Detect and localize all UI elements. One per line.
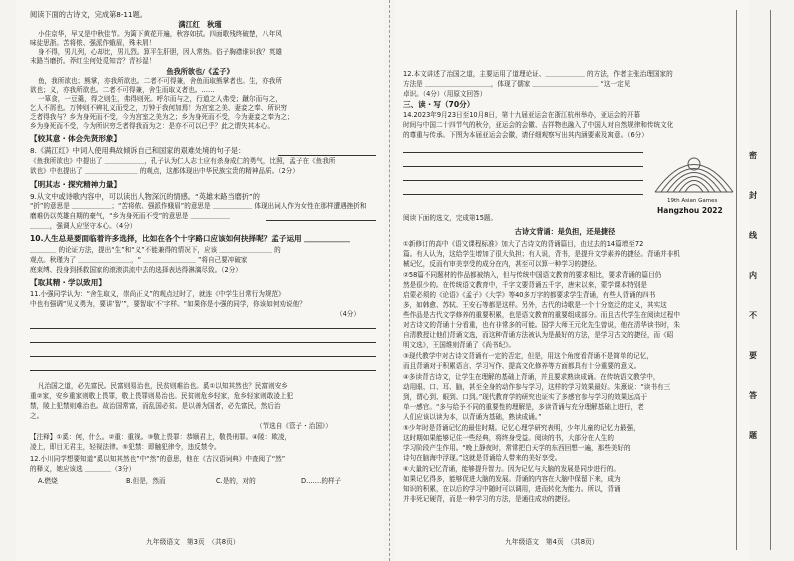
score-label: （4分） — [336, 310, 360, 318]
prose-line: 乡为身死而不受，今为所识穷乏者得我而为之：是亦不可以已乎？此之谓失其本心。 — [30, 122, 274, 130]
prose-line: 乞人不屑也。万钟则不辨礼义而受之，万钟于我何加焉！为宫室之美、妻妾之奉、所识穷 — [30, 104, 288, 112]
option-c[interactable]: C.是的，对的 — [216, 477, 256, 485]
article-line: 动用眼、口、耳、脑，甚至全身的动作参与学习，这样的学习效果最好。朱熹说：“读书有三 — [403, 383, 671, 391]
section-heading: 【取其精・学以致用】 — [30, 278, 106, 287]
article-line: 然是很少的。在传统语文教育中，千字文要背诵五千字，唐宋以来，蒙学课本特别是 — [403, 281, 647, 289]
question-11-text: 中也有强调“见义勇为，要讲’智’”，要智取‘不’字样。“如果你是小强的同学，你该如何劝说他？ — [30, 300, 306, 308]
seal-char: 密 — [749, 151, 757, 160]
answer-line[interactable] — [30, 328, 376, 329]
seal-line — [736, 10, 737, 550]
article-line: 如果记忆得多，能够促进大脑的发展。背诵的内容在大脑中保留下来，成为 — [403, 475, 621, 483]
passage-line: 之。 — [30, 412, 44, 420]
prose-line: 一箪食，一豆羹，得之则生，弗得则死。呼尔而与之，行道之人弗受；蹴尔而与之， — [38, 95, 282, 103]
reading-instruction: 阅读下面的选文，完成第15题。 — [403, 214, 498, 222]
fold-line — [389, 0, 390, 561]
article-line: ③现代教学中对古诗文背诵有一定的否定，但是，用这个角度看背诵不是简单的记忆， — [403, 352, 653, 360]
answer-line[interactable] — [403, 180, 643, 181]
question-13: 12.本文讲述了治国之道，主要运用了道理论证、＿＿＿＿＿＿ 的方法，作者主张治理国家的 — [403, 70, 673, 78]
article-line: 诗句在脑海中浮现。”这就是背诵给人带来的美好享受。 — [403, 454, 562, 462]
article-line: 械记忆，反而有审美享受的成分在内，甚至可以算一种学习的捷径。 — [403, 260, 601, 268]
article-title: 古诗文背诵：是负担，还是捷径 — [514, 227, 616, 236]
article-line: 这时期如果能够记住一些经典，将终身受益。阅读的书，大部分在人生的 — [403, 434, 614, 442]
section-heading: 【较其意・体会先贤形象】 — [30, 134, 122, 143]
answer-line[interactable] — [266, 220, 376, 221]
article-line: 篇。有人认为，这给学生增加了很大负担；有人说，背书，是提升文学素养的捷径。背诵并非机 — [403, 250, 680, 258]
asian-games-emblem — [645, 142, 743, 222]
answer-line[interactable] — [30, 356, 376, 357]
answer-line[interactable] — [30, 370, 376, 371]
prose-line: 鱼，我所欲也；熊掌，亦我所欲也。二者不可得兼，舍鱼而取熊掌者也。生，亦我所 — [38, 77, 282, 85]
article-line: 到，谓心到、眼到、口到。”现代教育学的研究也证实了多感官参与学习的效果远高于 — [403, 393, 648, 401]
question-12: 12.小川同学想要知道“奚以知其然也”中“然”的意思，他在《古汉语词典》中查阅了“然” — [30, 455, 286, 463]
article-line: 学习阶段产生作用。“晚上静夜时，常常把白天学的东西回想一遍，那些美好的 — [403, 444, 631, 452]
question-8-text: 欲也》中也提出了 ＿＿＿＿＿＿＿＿ 的观点，这都体现出中华民族宝贵的精神品质。（2分） — [30, 167, 299, 175]
seal-char: 题 — [749, 431, 757, 440]
section-heading: 三、读・写（70分） — [403, 100, 475, 109]
article-line: ⑥大量的记忆背诵，能够提升智力。因为记忆与大脑的发展是同步进行的。 — [403, 465, 620, 473]
article-line: ②58篇不同题材的作品都被纳入，但与传统中国语文教育的要求相比，要求背诵的篇目仍 — [403, 271, 662, 279]
answer-line[interactable] — [403, 194, 643, 195]
question-9-text: 磨难仍以英雄自期的豪气，“乡为身死而不受”的意思是 ＿＿＿＿＿＿ — [30, 212, 231, 220]
seal-line — [770, 10, 771, 550]
page-footer: 九年级语文 第4页 （共8页） — [505, 538, 599, 546]
article-line: ⑤少年时是背诵记忆的最佳时期。记忆心理学研究表明，少年儿童的记忆力最强， — [403, 424, 640, 432]
poem-line: 味徒思浙。苦将侬、强派作蛾眉，殊未屑！ — [30, 39, 156, 47]
question-10-text: 观点。秋瑾为了 ＿＿＿＿＿＿＿＿，“ ＿＿＿＿＿＿＿＿ ”将自己要冲破家 — [30, 256, 248, 264]
seal-char: 答 — [749, 391, 757, 400]
question-14-text: 时间与中国二十四节气的秋分，亚运会的会徽、吉祥物也融入了中国人对自然规律和传统文化 — [403, 121, 674, 129]
answer-line[interactable] — [403, 166, 643, 167]
emblem-caption: 19th Asian Games — [667, 198, 718, 204]
poem-line: 末路当磨折。莽红尘何处觅知音？青衫湿！ — [30, 57, 156, 65]
page-3 — [16, 0, 384, 561]
page-footer: 九年级语文 第3页 （共8页） — [146, 538, 240, 546]
article-line: ④多读背古诗文，让学生在理解的基础上背诵，并且要求熟读成诵。在传统语文教学中， — [403, 373, 660, 381]
seal-char: 内 — [749, 271, 757, 280]
article-line: ①新修订的高中《语文课程标准》加大了古诗文的背诵篇目，由过去的14篇增至72 — [403, 240, 644, 248]
poem-title: 满江红 秋瑾 — [178, 20, 222, 29]
emblem-subcaption: Hangzhou 2022 — [657, 206, 723, 215]
article-line: 些作品是古代文学修养的重要积累，也是语文教育的重要组成部分。而且古代学生在阅读过程中 — [403, 311, 680, 319]
article-line: 而且背诵对于积累语言、学习写作、提高文化修养等方面都具有十分重要的意义。 — [403, 362, 641, 370]
page-4 — [395, 0, 750, 561]
passage-source: （节选自《管子・治国》） — [256, 422, 332, 430]
prose-title: 鱼我所欲也/《孟子》 — [166, 67, 234, 76]
prose-line: 乏者得我与？乡为身死而不受，今为宫室之美为之；乡为身死而不受，今为妻妾之奉为之； — [30, 113, 294, 121]
article-line: 人们应该以读为本，以背诵为基础，熟读成诵。” — [403, 413, 542, 421]
seal-char: 要 — [749, 351, 757, 360]
notes: 凌上，即目无君主，轻视法律。⑤犯禁：即触犯律令，违反禁令。 — [30, 443, 221, 451]
article-line: 启蒙必须的《论语》《孟子》《大学》等40多万字的都要求学生背诵，有些人背诵的四书 — [403, 291, 656, 299]
passage-line: 凡治国之道，必先富民。民富则易治也，民贫则难治也。奚①以知其然也？民富则安乡 — [38, 382, 288, 390]
seal-char: 封 — [749, 191, 757, 200]
emblem-graphic — [645, 142, 743, 197]
question-13-text: 方法是 ＿＿＿＿＿＿＿＿＿＿，体现了儒家 ＿＿＿＿＿＿＿＿＿＿ “这一定见 — [403, 80, 631, 88]
article-line: 并非死记硬背，而是一种学习的方法，是通往成功的捷径。 — [403, 495, 575, 503]
question-8-text: 《鱼我所欲也》中提出了 ＿＿＿＿＿＿，孔子认为仁人志士应有杀身成仁的勇气，比照，孟子在《鱼我所 — [30, 157, 336, 165]
question-14: 14.2023年9月23日至10月8日，第十九届亚运会在浙江杭州举办，亚运会的开幕 — [403, 111, 641, 119]
question-8: 8.《满江红》中词人使用典故倾诉自己和国家的艰难处境的句子是： — [30, 146, 246, 155]
answer-line[interactable] — [30, 342, 376, 343]
question-14-text: 的尊重与传承。下图为本届亚运会会徽，请仔细观察写出其内涵要素及寓意。（6分） — [403, 131, 648, 139]
seal-char: 线 — [749, 231, 757, 240]
article-line: 自清教授让他们背诵文选，而这种背诵方法被认为是最好的方法，是学习古文的捷径，而《昭 — [403, 331, 674, 339]
prose-line: 欲也；义，亦我所欲也。二者不可得兼，舍生而取义者也。…… — [30, 86, 215, 94]
option-d[interactable]: D.……的样子 — [301, 477, 342, 485]
poem-line: 身不得，男儿列，心却比，男儿烈。算平生肝胆，因人常热。俗子胸襟谁识我？英雄 — [38, 48, 282, 56]
article-line: 单一感官。“多与给予不同的重要性的理解是，多读背诵与充分理解基础上进行，老 — [403, 403, 644, 411]
question-9-text: ＿＿＿，强调人应坚守本心。（4分） — [30, 222, 137, 230]
option-b[interactable]: B.但是，然而 — [126, 477, 166, 485]
question-9: 9.从文中或诗歌内容中，可以读出人物深沉的情感。“英雄末路当磨折”的 — [30, 192, 260, 201]
seal-char: 不 — [749, 311, 757, 320]
option-a[interactable]: A.燃烧 — [38, 477, 58, 485]
passage-line: 禁，陵上犯禁则难治也。故治国常富，而乱国必贫。是以善为国者，必先富民，然后治 — [30, 402, 281, 410]
answer-line[interactable] — [403, 152, 643, 153]
question-10-text: 庭束缚、投身到拯救国家的滚滚洪流中去的选择表达得淋漓尽致。（2分） — [30, 266, 242, 274]
notes: 【注释】①奚：何，什么。②重：重视。③敬上畏罪：恭顺君上，敬畏刑罪。④陵：欺凌， — [30, 433, 292, 441]
section-heading: 10.人生总是要面临着许多选择，比如在各个十字路口应该如何抉择呢？孟子运用 ＿＿＿＿＿＿ — [30, 234, 350, 243]
question-13-text: 卓识。（4分）（用原文回答） — [403, 90, 487, 98]
answer-line[interactable] — [278, 155, 376, 156]
article-line: 多，如韩愈、苏轼、王安石等都是这样。另外，古代的诗歌是一个十分宽泛的定义，其实这 — [403, 301, 667, 309]
question-10: ＿＿＿＿ 的论证方法，提出“生”和“义”不能兼得的情况下，应该 ＿＿＿＿＿＿＿＿ 的 — [30, 246, 281, 254]
article-line: 明文选》，王国维则背诵了《尚书纪》。 — [403, 341, 516, 349]
article-line: 知识的积累，在以后的学习中随时可以调用，进而转化为能力。所以，背诵 — [403, 485, 621, 493]
article-line: 对古诗文的背诵十分看重，也有非常多的可能。国学大师王元化先生曾说，他在清华读书时，朱 — [403, 321, 680, 329]
passage-line: 重②家，安乡重家则敬上畏罪，敬上畏罪则易治也。民贫则危乡轻家，危乡轻家则敢凌上犯 — [30, 392, 294, 400]
question-12-text: 的释义，她应该选 ＿＿＿＿（3分） — [30, 465, 136, 473]
question-9-text: “折”的意思是 ＿＿＿＿＿＿；“苦将侬、强派作蛾眉”的意思是 ＿＿＿＿＿＿ 体现出词人作为女性在那样遭遇挫折和 — [30, 202, 367, 210]
poem-line: 小住京华，早又是中秋佳节。为篱下黄花开遍，秋容如拭。四面歌残终破楚，八年风 — [38, 30, 282, 38]
section-heading: 【明其志・探究精神力量】 — [30, 180, 122, 189]
reading-instruction: 阅读下面的古诗文，完成第8-11题。 — [30, 10, 147, 19]
question-11: 11.小强同学认为：“舍生取义，崇尚正义”的观点过时了，就连《中学生日常行为规范》 — [30, 290, 285, 298]
